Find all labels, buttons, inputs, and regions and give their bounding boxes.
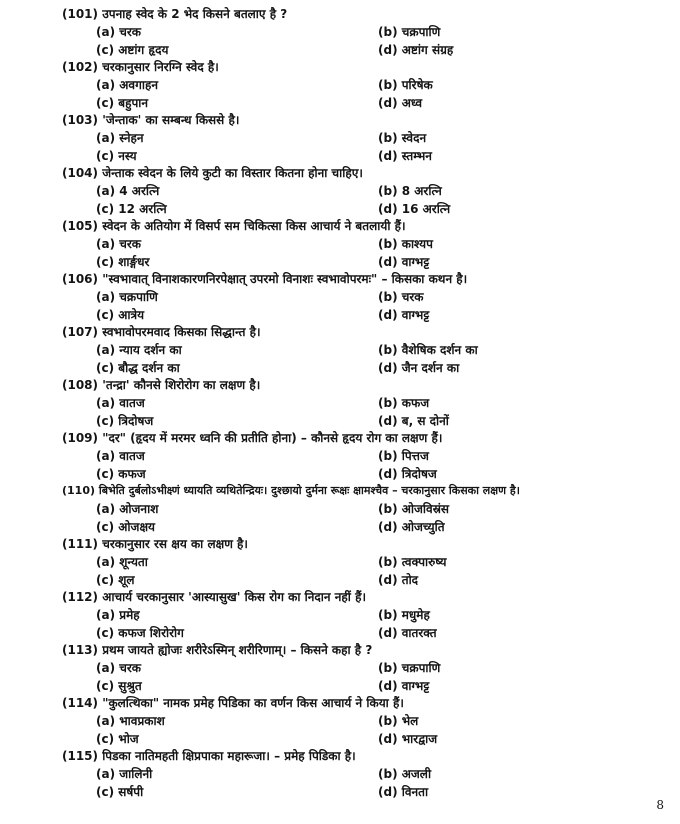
question-102: (102) चरकानुसार निरग्नि स्वेद है। [62,60,219,74]
option-103-a: (a) स्नेहन [96,131,144,145]
question-101: (101) उपनाह स्वेद के 2 भेद किसने बतलाए है ? [62,7,288,21]
option-114-c: (c) भोज [96,732,139,746]
option-107-c: (c) बौद्ध दर्शन का [96,361,180,375]
option-102-b: (b) परिषेक [378,78,433,92]
option-104-c: (c) 12 अरत्नि [96,202,167,216]
option-101-b: (b) चक्रपाणि [378,25,441,39]
option-107-d: (d) जैन दर्शन का [378,361,460,375]
question-107: (107) स्वभावोपरमवाद किसका सिद्धान्त है। [62,325,261,339]
option-111-a: (a) शून्यता [96,555,148,569]
option-105-b: (b) काश्यप [378,237,433,251]
question-103: (103) 'जेन्ताक' का सम्बन्ध किससे है। [62,113,240,127]
option-113-c: (c) सुश्रुत [96,679,142,693]
question-115: (115) पिडका नातिमहती क्षिप्रपाका महारूजा। – प्रमेह पिडिका है। [62,749,356,763]
question-113: (113) प्रथम जायते ह्योजः शरीरेऽस्मिन् शरीरिणाम्। – किसने कहा है ? [62,643,373,657]
option-113-d: (d) वाग्भट्ट [378,679,430,693]
option-103-b: (b) स्वेदन [378,131,427,145]
question-108: (108) 'तन्द्रा' कौनसे शिरोरोग का लक्षण है। [62,378,261,392]
option-106-c: (c) आत्रेय [96,308,145,322]
option-106-a: (a) चक्रपाणि [96,290,158,304]
option-106-d: (d) वाग्भट्ट [378,308,430,322]
option-115-d: (d) विनता [378,785,429,799]
option-106-b: (b) चरक [378,290,424,304]
option-115-a: (a) जालिनी [96,767,153,781]
option-102-a: (a) अवगाहन [96,78,158,92]
option-107-b: (b) वैशेषिक दर्शन का [378,343,478,357]
question-105: (105) स्वेदन के अतियोग में विसर्प सम चिकित्सा किस आचार्य ने बतलायी हैं। [62,219,406,233]
option-112-b: (b) मधुमेह [378,608,430,622]
option-111-d: (d) तोद [378,573,419,587]
option-109-b: (b) पित्तज [378,449,429,463]
option-113-a: (a) चरक [96,661,141,675]
option-110-a: (a) ओजनाश [96,502,159,516]
option-113-b: (b) चक्रपाणि [378,661,441,675]
option-109-d: (d) त्रिदोषज [378,467,437,481]
option-110-b: (b) ओजविस्रंस [378,502,450,516]
question-114: (114) "कुलत्थिका" नामक प्रमेह पिडिका का वर्णन किस आचार्य ने किया हैं। [62,696,404,710]
option-108-a: (a) वातज [96,396,145,410]
option-115-c: (c) सर्षपी [96,785,144,799]
option-108-c: (c) त्रिदोषज [96,414,154,428]
option-104-a: (a) 4 अरत्नि [96,184,160,198]
page-number: 8 [656,798,664,812]
option-110-c: (c) ओजक्षय [96,520,156,534]
question-111: (111) चरकानुसार रस क्षय का लक्षण है। [62,537,248,551]
option-114-a: (a) भावप्रकाश [96,714,165,728]
option-110-d: (d) ओजच्युति [378,520,445,534]
option-105-c: (c) शार्ङ्गधर [96,255,150,269]
question-112: (112) आचार्य चरकानुसार 'आस्यासुख' किस रोग का निदान नहीं हैं। [62,590,366,604]
option-112-a: (a) प्रमेह [96,608,140,622]
question-104: (104) जेन्ताक स्वेदन के लिये कुटी का विस्तार कितना होना चाहिए। [62,166,363,180]
option-103-d: (d) स्तम्भन [378,149,432,163]
option-112-c: (c) कफज शिरोरोग [96,626,184,640]
question-110: (110) बिभेति दुर्बलोऽभीक्ष्णं ध्यायति व्यथितेन्द्रियः। दुश्छायो दुर्मना रूक्षः क्षामश्चैव – चरकानुसार किसका लक्षण है। [62,484,520,497]
option-114-d: (d) भारद्वाज [378,732,438,746]
option-103-c: (c) नस्य [96,149,137,163]
option-105-d: (d) वाग्भट्ट [378,255,430,269]
option-102-c: (c) बहुपान [96,96,149,110]
option-109-c: (c) कफज [96,467,146,481]
option-102-d: (d) अध्व [378,96,423,110]
option-111-b: (b) त्वक्पारुष्य [378,555,447,569]
option-107-a: (a) न्याय दर्शन का [96,343,182,357]
option-104-d: (d) 16 अरत्नि [378,202,451,216]
option-108-d: (d) ब, स दोनों [378,414,449,428]
option-111-c: (c) शूल [96,573,135,587]
option-104-b: (b) 8 अरत्नि [378,184,442,198]
option-112-d: (d) वातरक्त [378,626,437,640]
question-109: (109) "दर" (हृदय में मरमर ध्वनि की प्रतीति होना) – कौनसे हृदय रोग का लक्षण हैं। [62,431,443,445]
option-101-d: (d) अष्टांग संग्रह [378,43,454,57]
question-106: (106) "स्वभावात् विनाशकारणनिरपेक्षात् उपरमो विनाशः स्वभावोपरमः" – किसका कथन है। [62,272,468,286]
option-101-a: (a) चरक [96,25,141,39]
option-115-b: (b) अजली [378,767,432,781]
option-101-c: (c) अष्टांग हृदय [96,43,169,57]
option-114-b: (b) भेल [378,714,419,728]
option-108-b: (b) कफज [378,396,430,410]
option-105-a: (a) चरक [96,237,141,251]
option-109-a: (a) वातज [96,449,145,463]
